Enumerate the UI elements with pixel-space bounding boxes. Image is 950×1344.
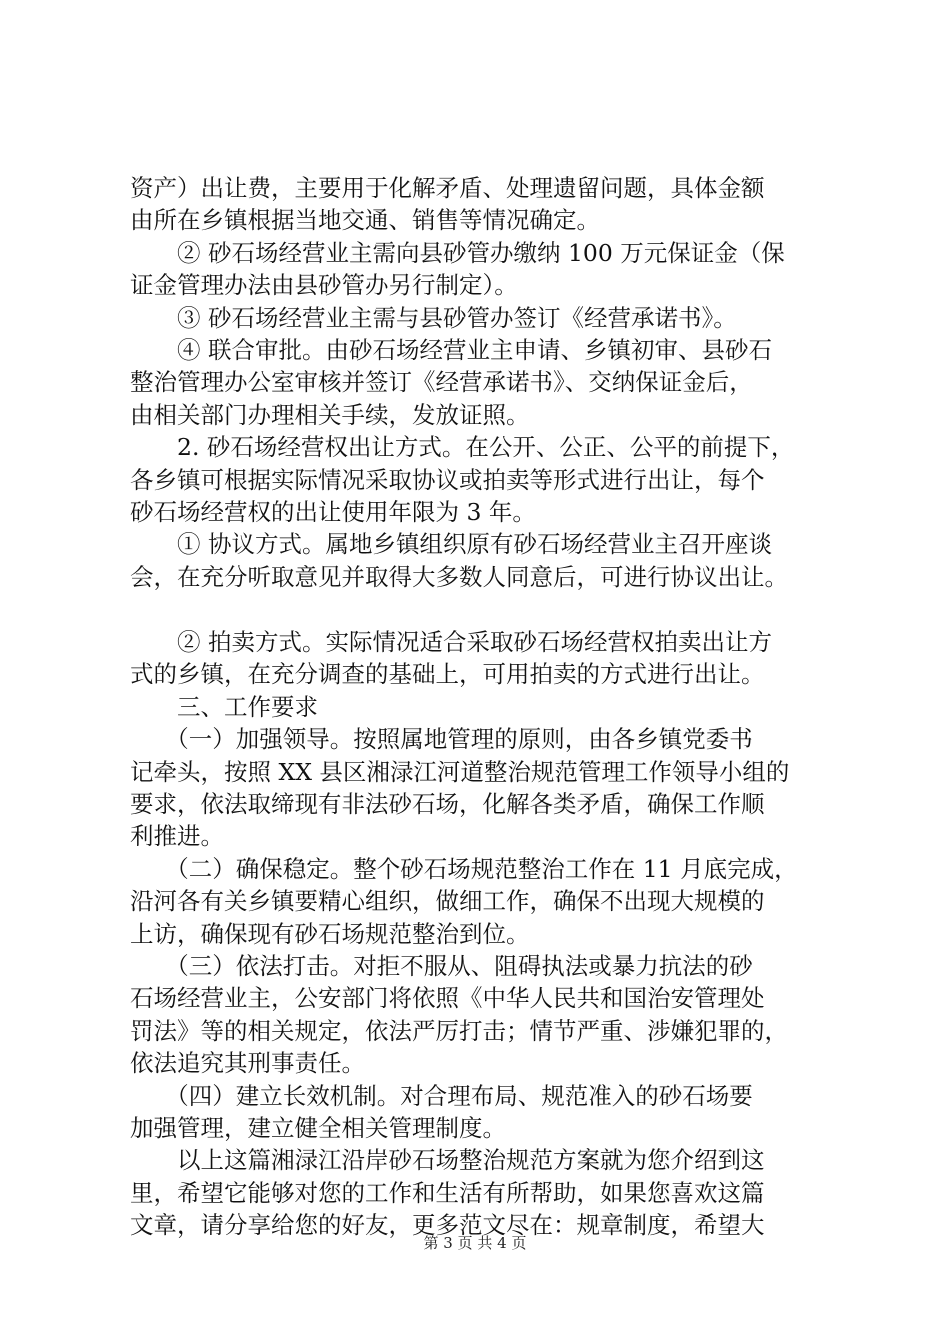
text-line: （三）依法打击。对拒不服从、阻碍执法或暴力抗法的砂: [130, 951, 753, 980]
text-line: ④ 联合审批。由砂石场经营业主申请、乡镇初审、县砂石: [130, 335, 772, 364]
text-line: 以上这篇湘渌江沿岸砂石场整治规范方案就为您介绍到这: [130, 1146, 765, 1175]
text-line: ③ 砂石场经营业主需与县砂管办签订《经营承诺书》。: [130, 303, 737, 332]
text-line: 石场经营业主，公安部门将依照《中华人民共和国治安管理处: [130, 984, 765, 1013]
text-line: 式的乡镇，在充分调查的基础上，可用拍卖的方式进行出让。: [130, 660, 765, 689]
text-line: 文章，请分享给您的好友，更多范文尽在：规章制度，希望大: [130, 1211, 765, 1240]
text-line: 里，希望它能够对您的工作和生活有所帮助，如果您喜欢这篇: [130, 1178, 765, 1207]
text-line: 由相关部门办理相关手续，发放证照。: [130, 400, 530, 429]
text-line: 加强管理，建立健全相关管理制度。: [130, 1113, 506, 1142]
text-line: 各乡镇可根据实际情况采取协议或拍卖等形式进行出让，每个: [130, 465, 765, 494]
text-line: 2. 砂石场经营权出让方式。在公开、公正、公平的前提下，: [130, 433, 795, 462]
text-line: 由所在乡镇根据当地交通、销售等情况确定。: [130, 206, 600, 235]
text-line: 上访，确保现有砂石场规范整治到位。: [130, 919, 530, 948]
text-line: 整治管理办公室审核并签订《经营承诺书》、交纳保证金后，: [130, 368, 753, 397]
text-line: 依法追究其刑事责任。: [130, 1049, 365, 1078]
text-line: 沿河各有关乡镇要精心组织，做细工作，确保不出现大规模的: [130, 887, 765, 916]
document-body: [130, 172, 850, 1242]
page-number-footer: 第 3 页 共 4 页: [423, 1234, 527, 1252]
text-line: 记牵头，按照 XX 县区湘渌江河道整治规范管理工作领导小组的: [130, 757, 790, 786]
text-line: 证金管理办法由县砂管办另行制定）。: [130, 271, 518, 300]
text-line: 要求，依法取缔现有非法砂石场，化解各类矛盾，确保工作顺: [130, 790, 765, 819]
text-line: ① 协议方式。属地乡镇组织原有砂石场经营业主召开座谈: [130, 530, 772, 559]
text-line: 利推进。: [130, 822, 224, 851]
text-line: ② 砂石场经营业主需向县砂管办缴纳 100 万元保证金（保: [130, 238, 785, 267]
text-line: （四）建立长效机制。对合理布局、规范准入的砂石场要: [130, 1081, 753, 1110]
text-line: 砂石场经营权的出让使用年限为 3 年。: [130, 497, 536, 526]
text-line: ② 拍卖方式。实际情况适合采取砂石场经营权拍卖出让方: [130, 628, 772, 657]
paragraph-gap: [130, 593, 850, 626]
section-heading: 三、工作要求: [130, 692, 318, 721]
text-line: 会，在充分听取意见并取得大多数人同意后，可进行协议出让。: [130, 562, 788, 591]
text-line: 资产）出让费，主要用于化解矛盾、处理遗留问题，具体金额: [130, 174, 765, 202]
text-line: （二）确保稳定。整个砂石场规范整治工作在 11 月底完成，: [130, 854, 798, 883]
text-line: 罚法》等的相关规定，依法严厉打击；情节严重、涉嫌犯罪的，: [130, 1016, 788, 1045]
text-line: （一）加强领导。按照属地管理的原则，由各乡镇党委书: [130, 725, 753, 754]
